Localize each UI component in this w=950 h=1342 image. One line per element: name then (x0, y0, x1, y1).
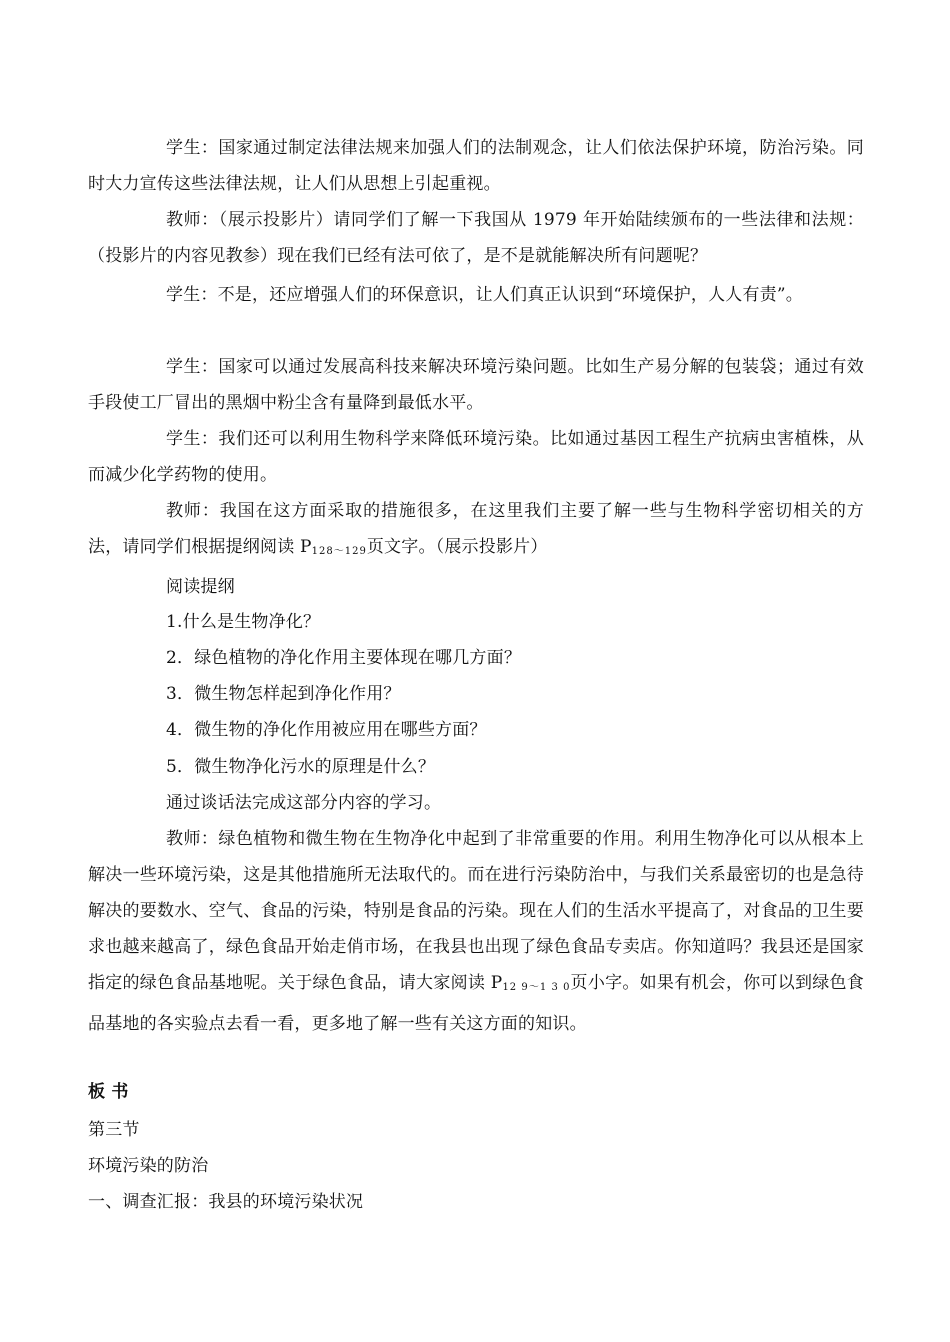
outline-question-3: 3．微生物怎样起到净化作用？ (166, 684, 401, 704)
page-range-subscript: 12 9～1 3 0 (502, 982, 571, 993)
outline-question-5: 5．微生物净化污水的原理是什么？ (166, 757, 436, 777)
board-section: 第三节 (88, 1120, 140, 1140)
paragraph-student-law: 学生：国家通过制定法律法规来加强人们的法制观念，让人们依法保护环境，防治污染。同时大力宣传这些法律法规，让人们从思想上引起重视。 (88, 138, 864, 194)
page-range-subscript: 128～129 (311, 546, 367, 557)
paragraph-text: 教师：绿色植物和微生物在生物净化中起到了非常重要的作用。利用生物净化可以从根本上解决一些环境污染，这是其他措施所无法取代的。而在进行污染防治中，与我们关系最密切的也是急待解决的要数水、空气、食品的污染，特别是食品的污染。现在人们的生活水平提高了，对食品的卫生要求也越来越高了，绿色食品开始走俏市场，在我县也出现了绿色食品专卖店。你知道吗？我县还是国家指定的绿色食品基地呢。关于绿色食品，请大家阅读 P (88, 829, 864, 993)
outline-question-4: 4．微生物的净化作用被应用在哪些方面？ (166, 720, 487, 740)
board-item-1: 一、调查汇报：我县的环境污染状况 (88, 1192, 364, 1212)
paragraph-student-bioscience: 学生：我们还可以利用生物科学来降低环境污染。比如通过基因工程生产抗病虫害植株，从而减少化学药物的使用。 (88, 429, 864, 485)
paragraph-text: 页文字。（展示投影片） (366, 537, 548, 557)
outline-title: 阅读提纲 (166, 577, 235, 597)
paragraph-teacher-slides: 教师：（展示投影片）请同学们了解一下我国从 1979 年开始陆续颁布的一些法律和法规：（投影片的内容见教参）现在我们已经有法可依了，是不是就能解决所有问题呢？ (88, 210, 864, 266)
paragraph-teacher-reading (88, 493, 864, 570)
paragraph-teacher-green-food (88, 821, 864, 1042)
outline-question-2: 2．绿色植物的净化作用主要体现在哪几方面？ (166, 648, 522, 668)
paragraph-text: 页小字。如果有机会，你可以到绿色食品基地的各实验点去看一看，更多地了解一些有关这方面的知识。 (88, 973, 865, 1034)
paragraph-text: 教师：我国在这方面采取的措施很多，在这里我们主要了解一些与生物科学密切相关的方法，请同学们根据提纲阅读 P (88, 501, 864, 557)
board-heading: 板 书 (88, 1082, 129, 1102)
paragraph-discussion-method: 通过谈话法完成这部分内容的学习。 (166, 793, 442, 813)
board-title: 环境污染的防治 (88, 1156, 209, 1176)
outline-question-1: 1.什么是生物净化？ (166, 612, 321, 632)
paragraph-student-awareness: 学生：不是，还应增强人们的环保意识，让人们真正认识到“环境保护，人人有责”。 (166, 285, 803, 305)
paragraph-student-hightech: 学生：国家可以通过发展高科技来解决环境污染问题。比如生产易分解的包装袋；通过有效手段使工厂冒出的黑烟中粉尘含有量降到最低水平。 (88, 357, 864, 413)
